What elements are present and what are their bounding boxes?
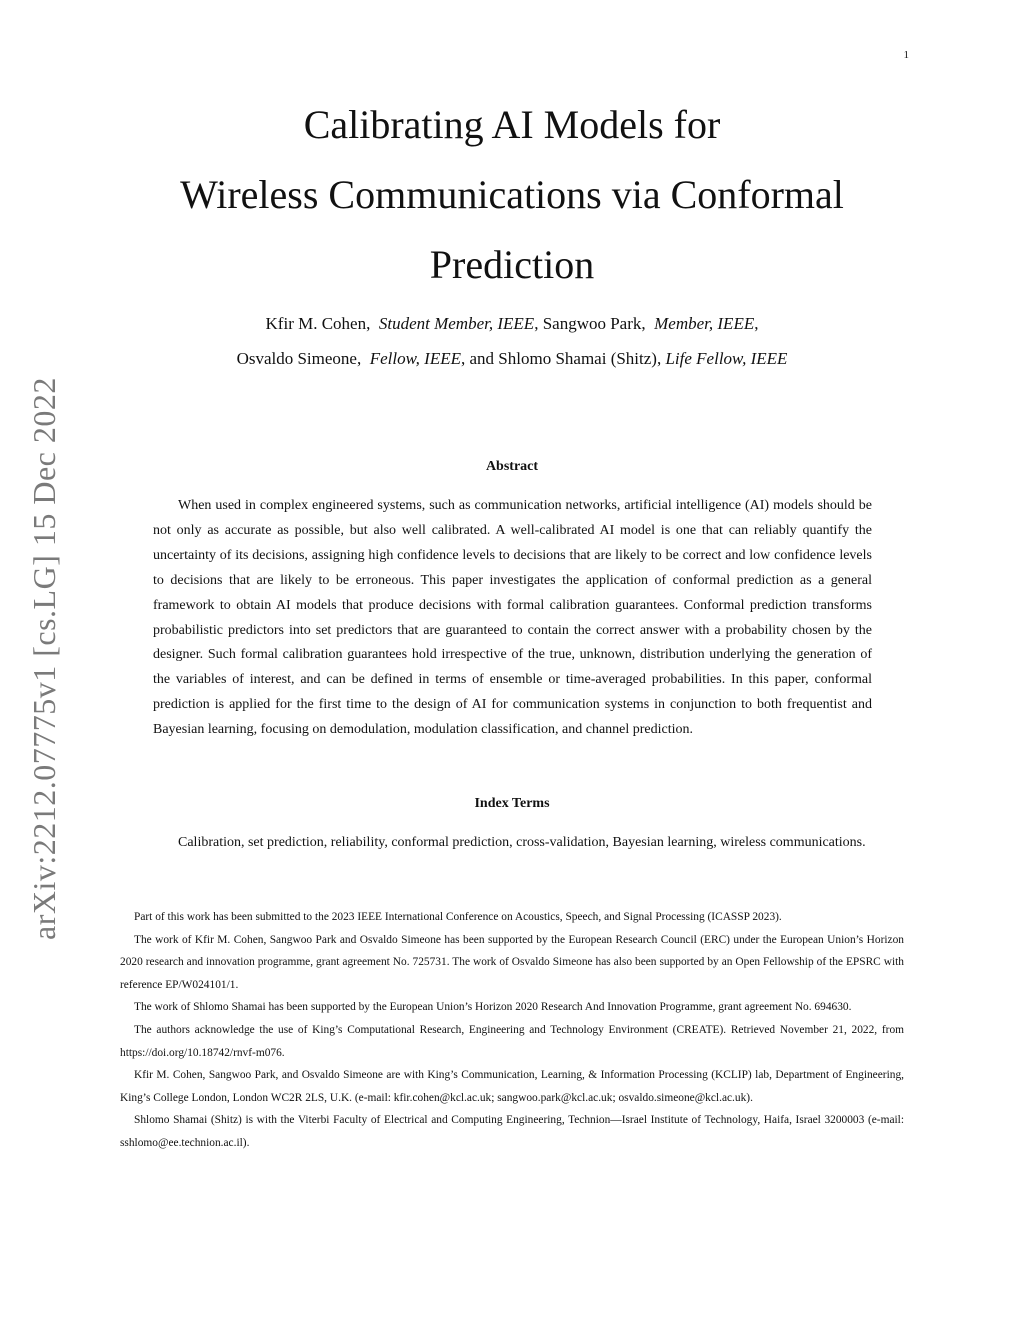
author-line	[150, 341, 874, 376]
paper-title	[150, 90, 874, 300]
footnotes	[120, 906, 904, 1155]
author-membership: Life Fellow, IEEE	[665, 349, 788, 368]
footnote: Shlomo Shamai (Shitz) is with the Viterbi Faculty of Electrical and Computing Engineering, Technion—Israel Institute of Technology, Haifa, Israel 3200003 (e-mail: sshlomo@ee.technion.ac.il).	[120, 1114, 904, 1149]
arxiv-identifier-stamp: arXiv:2212.07775v1 [cs.LG] 15 Dec 2022	[26, 377, 62, 940]
index-terms-heading: Index Terms	[474, 796, 550, 811]
author-line	[150, 306, 874, 341]
page-number: 1	[903, 49, 909, 61]
author-name: Kfir M. Cohen,	[265, 314, 371, 333]
title-line: Wireless Communications via Conformal	[180, 172, 844, 217]
footnote: Part of this work has been submitted to the 2023 IEEE International Conference on Acoustics, Speech, and Signal Processing (ICASSP 2023).	[134, 911, 782, 923]
index-terms-text: Calibration, set prediction, reliability, conformal prediction, cross-validation, Bayesian learning, wireless communications.	[178, 835, 866, 850]
author-name: , and Shlomo Shamai (Shitz),	[461, 349, 662, 368]
title-line: Calibrating AI Models for	[303, 102, 721, 147]
author-name: , Sangwoo Park,	[534, 314, 646, 333]
abstract-text: When used in complex engineered systems, such as communication networks, artificial intelligence (AI) models should be not only as accurate as possible, but also well calibrated. A well-calibrated AI model is one that can reliably quantify the uncertainty of its decisions, assigning high confidence levels to decisions that are likely to be correct and low confidence levels to decisions that are likely to be erroneous. This paper investigates the application of conformal prediction as a general framework to obtain AI models that produce decisions with formal calibration guarantees. Conformal prediction transforms probabilistic predictors into set predictors that are guaranteed to contain the correct answer with a probability chosen by the designer. Such formal calibration guarantees hold irrespective of the true, unknown, distribution underlying the generation of the variables of interest, and can be defined in terms of ensemble or time-averaged probabilities. In this paper, conformal prediction is applied for the first time to the design of AI for communication systems in conjunction to both frequentist and Bayesian learning, focusing on demodulation, modulation classification, and channel prediction.	[153, 498, 872, 738]
author-separator: ,	[754, 314, 759, 333]
footnote: Kfir M. Cohen, Sangwoo Park, and Osvaldo Simeone are with King’s Communication, Learning, & Information Processing (KCLIP) lab, Department of Engineering, King’s College London, London WC2R 2LS, U.K. (e-mail: kfir.cohen@kcl.ac.uk; sangwoo.park@kcl.ac.uk; osvaldo.simeone@kcl.ac.uk).	[120, 1069, 904, 1104]
author-membership: Fellow, IEEE	[369, 349, 461, 368]
footnote: The work of Shlomo Shamai has been supported by the European Union’s Horizon 2020 Research And Innovation Programme, grant agreement No. 694630.	[134, 1001, 852, 1014]
author-name: Osvaldo Simeone,	[236, 349, 362, 368]
author-membership: Member, IEEE	[654, 314, 755, 333]
footnote: The authors acknowledge the use of King’s Computational Research, Engineering and Technology Environment (CREATE). Retrieved November 21, 2022, from https://doi.org/10.18742/rnvf-m076.	[120, 1023, 904, 1059]
author-list	[150, 306, 874, 376]
footnote: The work of Kfir M. Cohen, Sangwoo Park and Osvaldo Simeone has been supported by the European Research Council (ERC) under the European Union’s Horizon 2020 research and innovation programme, grant agreement No. 725731. The work of Osvaldo Simeone has also been supported by an Open Fellowship of the EPSRC with reference EP/W024101/1.	[120, 933, 904, 991]
abstract-heading: Abstract	[485, 459, 539, 474]
author-membership: Student Member, IEEE	[378, 314, 535, 333]
title-line: Prediction	[429, 242, 595, 287]
